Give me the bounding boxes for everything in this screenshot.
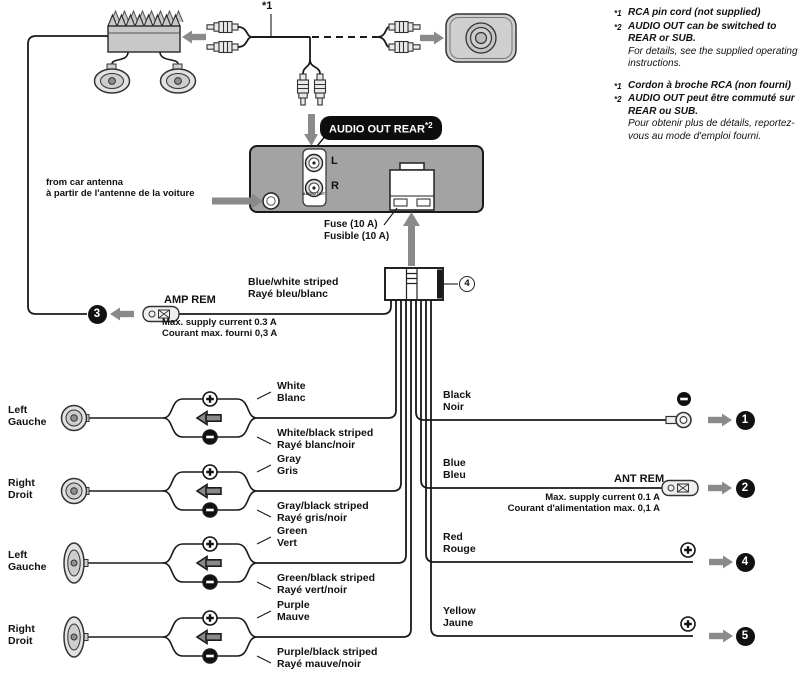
speaker-side-label: Left Gauche (8, 549, 47, 573)
connector-ref-badge: 4 (459, 276, 475, 292)
rca-jack-left-icon (306, 155, 323, 172)
wire-label-black: Black Noir (443, 389, 472, 413)
amp-rem-note: Max. supply current 0.3 A Courant max. fourni 0,3 A (162, 317, 278, 339)
antenna-label: from car antenna à partir de l'antenne de la voiture (46, 177, 195, 199)
speaker-icon (64, 617, 88, 657)
harness-wires (179, 300, 693, 637)
power-amplifier-icon (108, 11, 183, 52)
wire-yellow (431, 300, 693, 636)
ring-terminal-icon (666, 413, 691, 428)
speaker-icon (62, 479, 90, 504)
speaker-row-3 (64, 537, 271, 589)
wire-label-plus: Green Vert (277, 525, 308, 549)
speaker-row-4 (64, 611, 271, 663)
speaker-icon (62, 406, 90, 431)
ant-rem-connector-icon (662, 481, 698, 496)
speaker-side-label: Right Droit (8, 623, 35, 647)
wire-label-plus: White Blanc (277, 380, 306, 404)
amp-rem-label: AMP REM (164, 294, 216, 306)
power-row-black (666, 392, 732, 428)
audio-out-arrow-icon (304, 114, 318, 146)
speaker-icon (64, 543, 88, 583)
subwoofer-icon (446, 14, 516, 62)
amp-input-arrow-icon (182, 31, 206, 44)
speaker-row-1 (62, 392, 272, 444)
ref-badge-2: 2 (736, 479, 755, 498)
wire-label-red: Red Rouge (443, 531, 476, 555)
cord-marker-label: *1 (262, 0, 273, 12)
speaker-row-2 (62, 465, 272, 517)
footnote-en-2: *2 AUDIO OUT can be switched to REAR or SUB. For details, see the supplied operating instructions. (614, 20, 798, 69)
wire-harness-connector-icon (385, 268, 458, 300)
amp-rem-wire-label: Blue/white striped Rayé bleu/blanc (248, 276, 339, 300)
footnote-en-1: *1 RCA pin cord (not supplied) (614, 7, 761, 18)
rca-cord-icon (207, 14, 420, 105)
fuse-arrow-icon (403, 212, 420, 266)
jack-left-label: L (331, 155, 338, 167)
jack-plate-small-label: AUDIO OUT (302, 191, 326, 196)
wire-label-plus: Gray Gris (277, 453, 301, 477)
ref-badge-4: 4 (736, 553, 755, 572)
wire-label-minus: Gray/black striped Rayé gris/noir (277, 500, 369, 524)
ant-rem-label: ANT REM (614, 473, 665, 485)
jack-right-label: R (331, 180, 339, 192)
subwoofer-arrow-icon (420, 32, 444, 45)
ref-badge-3: 3 (88, 305, 107, 324)
fuse-label: Fuse (10 A) Fusible (10 A) (324, 219, 390, 242)
speaker-side-label: Right Droit (8, 477, 35, 501)
ant-rem-note: Max. supply current 0.1 A Courant d'alimentation max. 0,1 A (507, 492, 660, 514)
wire-label-plus: Purple Mauve (277, 599, 310, 623)
wire-label-blue: Blue Bleu (443, 457, 466, 481)
power-row-blue (662, 481, 732, 496)
footnote-fr-2: *2 AUDIO OUT peut être commuté sur REAR ou SUB. Pour obtenir plus de détails, reportez-vous au mode d'emploi fourni. (614, 93, 795, 142)
wire-label-minus: Purple/black striped Rayé mauve/noir (277, 646, 378, 670)
wire-label-yellow: Yellow Jaune (443, 605, 476, 629)
ref-badge-5: 5 (736, 627, 755, 646)
antenna-jack-icon (263, 193, 279, 209)
wire-label-minus: White/black striped Rayé blanc/noir (277, 427, 374, 451)
audio-out-rear-badge: AUDIO OUT REAR$^{*2}$ (320, 116, 442, 140)
amp-speakers-icon (95, 52, 196, 93)
wire-red (426, 300, 693, 562)
ref-badge-1: 1 (736, 411, 755, 430)
footnotes (614, 7, 800, 143)
power-row-yellow (681, 617, 733, 643)
power-row-red (681, 543, 733, 569)
head-unit-icon (250, 146, 483, 225)
speaker-side-label: Left Gauche (8, 404, 47, 428)
footnote-fr-1: *1 Cordon à broche RCA (non fourni) (614, 79, 791, 91)
power-connector-socket-icon (390, 163, 434, 210)
wire-label-minus: Green/black striped Rayé vert/noir (277, 572, 376, 596)
